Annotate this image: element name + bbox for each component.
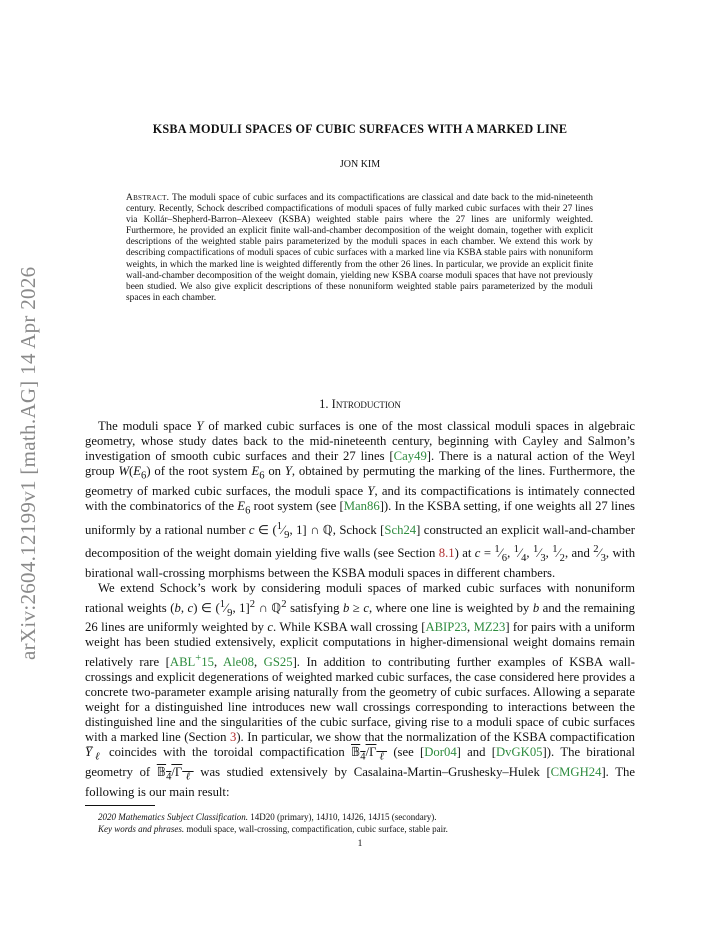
citation-link[interactable]: Man86 xyxy=(343,499,380,513)
citation-link[interactable]: DvGK05 xyxy=(495,745,543,760)
paragraph: The moduli space Y of marked cubic surfaces is one of the most classical moduli spaces in algebraic geometry, whose study dates back to the mid-nineteenth century, beginning with Cayley and Salmon’s investigation of smooth cubic surfaces and their 27 lines [Cay49]. There is a natural action of the Weyl group $W(E_6)$ of the root system $E_6$ on Y, obtained by permuting the marking of the lines. Furthermore, the geometry of marked cubic surfaces, the moduli space Y, and its compactifications is intimately connected with the combinatorics of the $E_6$ root system (see [Man86]). In the KSBA setting, if one weights all 27 lines uniformly by a rational number c ∈ ($^1⁄_9$, 1] ∩ ℚ, Schock [Sch24] constructed an explicit wall-and-chamber decomposition of the weight domain yielding five walls (see Section 8.1) at $c = ^1⁄_6$, $^1⁄_4$, $^1⁄_3$, $^1⁄_2$, and $^2⁄_3$, with birational wall-crossing morphisms between the KSBA moduli spaces in different chambers. xyxy=(85,419,636,581)
section-link[interactable]: 8.1 xyxy=(438,546,455,561)
section-heading xyxy=(85,397,635,412)
section-link[interactable]: 3 xyxy=(229,730,237,745)
page-number: 1 xyxy=(357,839,363,849)
citation-link[interactable]: ABL+15 xyxy=(169,652,214,669)
introduction-body xyxy=(85,419,635,800)
footnote-rule xyxy=(85,805,155,806)
citation-link[interactable]: MZ23 xyxy=(473,620,506,635)
citation-link[interactable]: ABIP23 xyxy=(425,620,468,635)
abstract-text: The moduli space of cubic surfaces and its compactifications are classical and date back to the mid-nineteenth century. Recently, Schock described compactifications of moduli spaces of fully marked cubic surfaces with their 27 lines via Kollár–Shepherd-Barron–Alexeev (KSBA) weighted stable pairs where the 27 lines are uniformly weighted. Furthermore, he provided an explicit finite wall-and-chamber decomposition of the weight domain, together with explicit descriptions of the weighted stable pairs parameterized by the moduli spaces in each chamber. We extend this work by describing compactifications of moduli spaces of cubic surfaces with a marked line via KSBA stable pairs with nonuniform weights, in which the marked line is weighted differently from the other 26 lines. In particular, we provide an explicit finite wall-and-chamber decomposition of the weight domain, yielding new KSBA coarse moduli spaces that have not previously been studied. We also give explicit descriptions of these nonuniform weighted stable pairs parameterized by the moduli spaces in each chamber. xyxy=(126,193,593,303)
section-number: 1. xyxy=(319,397,329,411)
citation-link[interactable]: Sch24 xyxy=(384,522,417,537)
footnote-msc xyxy=(85,812,635,823)
paper-author: JON KIM xyxy=(339,159,381,170)
section-title: Introduction xyxy=(331,397,401,411)
abstract-label: Abstract. xyxy=(126,193,170,203)
msc-label: 2020 Mathematics Subject Classification. xyxy=(98,812,248,822)
citation-link[interactable]: Cay49 xyxy=(393,449,427,464)
paragraph: We extend Schock’s work by considering moduli spaces of marked cubic surfaces with nonuniform rational weights (b, c) ∈ ($^1⁄_9$, 1]$^2$ ∩ ℚ$^2$ satisfying b ≥ c, where one line is weighted by b and the remaining 26 lines are uniformly weighted by c. While KSBA wall crossing [ABIP23, MZ23] for pairs with a uniform weight has been studied extensively, explicit computations in higher-dimensional weight domains remain relatively rare [ABL+15, Ale08, GS25]. In addition to contributing further examples of KSBA wall-crossings and explicit degenerations of weighted marked cubic surfaces, the case considered here provides a concrete two-parameter example arising naturally from the geometry of cubic surfaces. Allowing a separate weight for a distinguished line introduces new wall crossings corresponding to interactions between the distinguished line and the singularities of the cubic surface, giving rise to a moduli space of cubic surfaces with a marked line (Section 3). In particular, we show that the normalization of the KSBA compactification $Y̅_\ell$ coincides with the toroidal compactification $𝔹_4/\Gamma_\ell$ (see [Dor04] and [DvGK05]). The birational geometry of $𝔹_4/\Gamma_\ell$ was studied extensively by Casalaina-Martin–Grushesky–Hulek [CMGH24]. The following is our main result: xyxy=(85,581,636,799)
msc-text: 14D20 (primary), 14J10, 14J26, 14J15 (secondary). xyxy=(250,812,437,822)
keywords-text: moduli space, wall-crossing, compactification, cubic surface, stable pair. xyxy=(186,824,448,834)
citation-link[interactable]: GS25 xyxy=(263,654,293,669)
footnote-keywords xyxy=(85,824,635,835)
arxiv-identifier: arXiv:2604.12199v1 [math.AG] 14 Apr 2026 xyxy=(16,266,40,660)
abstract xyxy=(126,193,593,304)
keywords-label: Key words and phrases. xyxy=(98,824,185,834)
paper-title: KSBA MODULI SPACES OF CUBIC SURFACES WITH A MARKED LINE xyxy=(152,122,568,136)
citation-link[interactable]: Dor04 xyxy=(424,745,457,760)
citation-link[interactable]: CMGH24 xyxy=(550,765,602,779)
citation-link[interactable]: Ale08 xyxy=(222,654,254,669)
